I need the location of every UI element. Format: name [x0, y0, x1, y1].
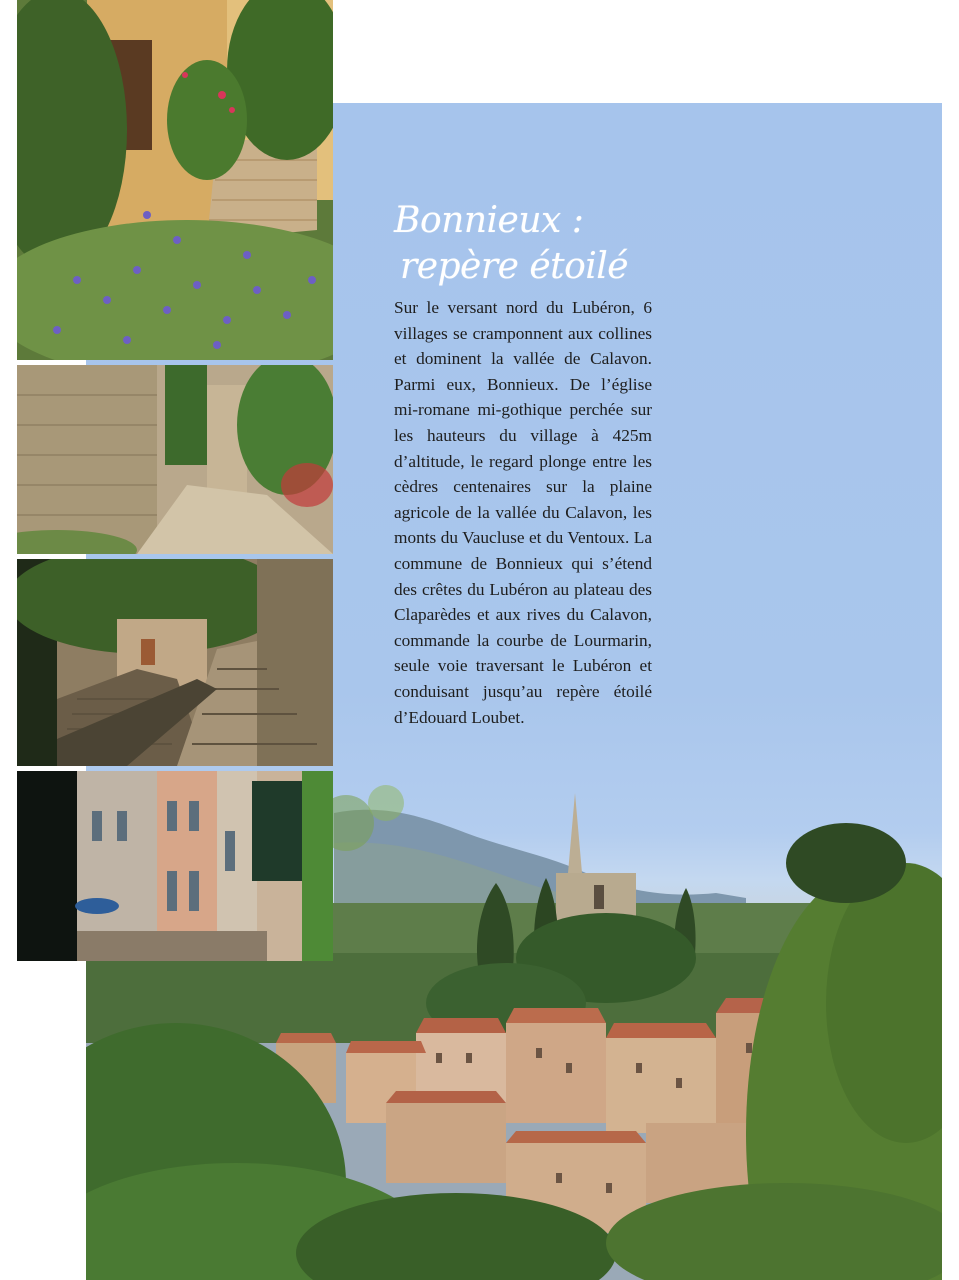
article-title-line-2: repère étoilé	[400, 246, 629, 287]
village-street-shops-photo	[17, 771, 333, 961]
article-title-line-1: Bonnieux :	[394, 200, 584, 241]
article-body: Sur le versant nord du Lubéron, 6 villages se cramponnent aux collines et dominent la vallée de Calavon. Parmi eux, Bonnieux. De l’église mi-romane mi-gothique perchée sur les hauteurs du village à 425m d’altitude, le regard plonge entre les cèdres centenaires sur la plaine agricole de la vallée du Calavon, les monts du Vaucluse et du Ventoux. La commune de Bonnieux qui s’étend des crêtes du Lubéron au plateau des Claparèdes et aux rives du Calavon, commande la courbe de Lourmarin, seule voie traversant le Lubéron et conduisant jusqu’au repère étoilé d’Edouard Loubet.	[394, 298, 652, 727]
article-title	[394, 198, 694, 290]
village-stairway-lavender-photo	[17, 0, 333, 360]
stone-alley-photo	[17, 365, 333, 554]
cobbled-steps-photo	[17, 559, 333, 766]
